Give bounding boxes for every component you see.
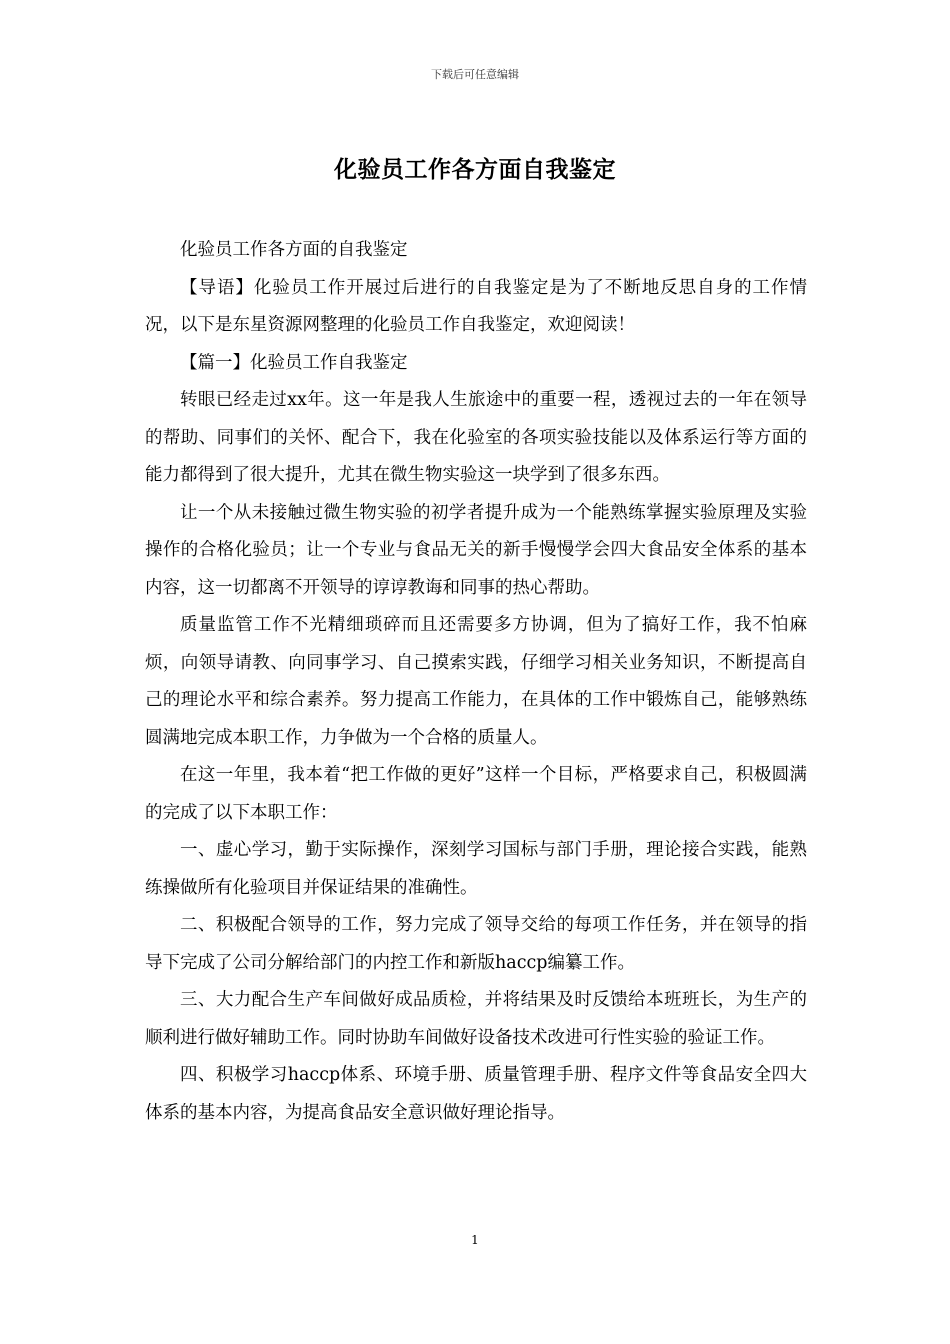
- paragraph: 转眼已经走过xx年。这一年是我人生旅途中的重要一程，透视过去的一年在领导的帮助、同事们的关怀、配合下，我在化验室的各项实验技能以及体系运行等方面的能力都得到了很大提升，尤其在微生物实验这一块学到了很多东西。: [145, 390, 807, 485]
- paragraph-subtitle: 化验员工作各方面的自我鉴定: [180, 240, 408, 260]
- paragraph-intro: 【导语】化验员工作开展过后进行的自我鉴定是为了不断地反思自身的工作情况，以下是东星资源网整理的化验员工作自我鉴定，欢迎阅读！: [145, 277, 807, 335]
- paragraph: 让一个从未接触过微生物实验的初学者提升成为一个能熟练掌握实验原理及实验操作的合格化验员；让一个专业与食品无关的新手慢慢学会四大食品安全体系的基本内容，这一切都离不开领导的谆谆教诲和同事的热心帮助。: [145, 502, 807, 598]
- list-item-3: 三、大力配合生产车间做好成品质检，并将结果及时反馈给本班班长，为生产的顺利进行做好辅助工作。同时协助车间做好设备技术改进可行性实验的验证工作。: [145, 990, 807, 1048]
- list-item-1: 一、虚心学习，勤于实际操作，深刻学习国标与部门手册，理论接合实践，能熟练操做所有化验项目并保证结果的准确性。: [145, 840, 807, 898]
- paragraph: 在这一年里，我本着“把工作做的更好”这样一个目标，严格要求自己，积极圆满的完成了以下本职工作：: [145, 765, 807, 823]
- header-note: 下载后可任意编辑: [431, 68, 519, 81]
- list-item-2: 二、积极配合领导的工作，努力完成了领导交给的每项工作任务，并在领导的指导下完成了公司分解给部门的内控工作和新版haccp编纂工作。: [145, 915, 807, 973]
- paragraph-section-heading: 【篇一】化验员工作自我鉴定: [180, 352, 408, 373]
- document-body: [145, 232, 807, 1132]
- document-title: 化验员工作各方面自我鉴定: [334, 156, 616, 183]
- list-item-4: 四、积极学习haccp体系、环境手册、质量管理手册、程序文件等食品安全四大体系的基本内容，为提高食品安全意识做好理论指导。: [145, 1065, 807, 1123]
- paragraph: 质量监管工作不光精细琐碎而且还需要多方协调，但为了搞好工作，我不怕麻烦，向领导请教、向同事学习、自己摸索实践，仔细学习相关业务知识，不断提高自己的理论水平和综合素养。努力提高工作能力，在具体的工作中锻炼自己，能够熟练圆满地完成本职工作，力争做为一个合格的质量人。: [145, 615, 807, 748]
- page-number: 1: [471, 1233, 479, 1247]
